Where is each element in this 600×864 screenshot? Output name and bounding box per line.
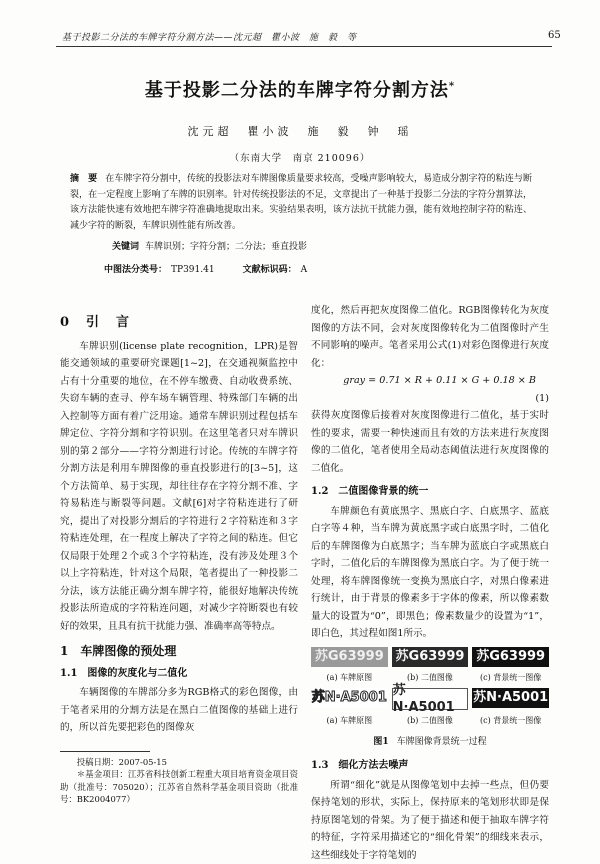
- author-list: 沈元超 瞿小波 施 毅 钟 瑶: [0, 123, 600, 139]
- clc-label: 中图法分类号：: [104, 265, 167, 275]
- paper-title-text: 基于投影二分法的车牌字符分割方法: [145, 80, 449, 101]
- section-1-heading: 1 车牌图像的预处理: [60, 643, 298, 661]
- figure-caption-c: (c) 背景统一图像: [472, 669, 549, 687]
- section-1-1-title: 图像的灰度化与二值化: [87, 668, 187, 679]
- abstract-label: 摘 要: [70, 174, 97, 184]
- figure-caption-b: (b) 二值图像: [392, 669, 469, 687]
- keywords-label: 关键词: [112, 242, 139, 252]
- figure-1-title-text: 车牌图像背景统一过程: [397, 737, 487, 747]
- classification: [104, 262, 307, 275]
- right-column: [311, 302, 549, 864]
- plate-binary-1: 苏G63999: [392, 647, 469, 667]
- section-0-heading: 0 引 言: [60, 314, 298, 332]
- doc-code-value: A: [301, 265, 308, 275]
- equation-1: gray = 0.71 × R + 0.11 × G + 0.18 × B: [311, 372, 549, 390]
- paper-title: [0, 76, 600, 102]
- footnote-received: 投稿日期：2007-05-15: [60, 756, 298, 769]
- clc-value: TP391.41: [171, 265, 215, 275]
- binarization-paragraph: 获得灰度图像后接着对灰度图像进行二值化，基于实时性的要求，需要一种快速而且有效的方法来进行灰度图像的二值化，笔者使用全局动态阈值法进行灰度图像的二值化。: [311, 407, 549, 477]
- section-1-3-heading: [311, 757, 549, 775]
- section-1-2-number: 1.2: [311, 486, 328, 497]
- section-1-1-heading: [60, 665, 298, 683]
- equation-1-number: (1): [311, 390, 549, 408]
- figure-1-label: 图1: [373, 737, 388, 747]
- keywords-text: 车牌识别；字符分割；二分法；垂直投影: [145, 242, 307, 252]
- plate-unified-2: 苏N·A5001: [472, 688, 549, 708]
- keywords: [112, 240, 532, 254]
- plate-original-1: 苏G63999: [311, 647, 388, 667]
- doc-code-label: 文献标识码：: [243, 265, 297, 275]
- section-1-1-number: 1.1: [60, 668, 77, 679]
- plate-original-2: 苏N·A5001: [311, 688, 388, 708]
- section-1-2-title: 二值图像背景的统一: [338, 486, 428, 497]
- section-1-1-paragraph: 车辆图像的车牌部分多为RGB格式的彩色图像，由于笔者采用的分割方法是在黑白二值图像的基础上进行的，所以首先要把彩色的图像灰: [60, 684, 298, 737]
- figure-caption-a: (a) 车牌原图: [311, 669, 388, 687]
- footnote-funding: ＊基金项目：江苏省科技创新工程重大项目培育资金项目资助（批准号：705020）；江苏省自然科学基金项目资助（批准号：BK2004077）: [60, 768, 298, 806]
- figure-1-title: [311, 734, 549, 752]
- running-title: 基于投影二分法的车牌字符分割方法——沈元超 瞿小波 施 毅 等: [62, 30, 357, 43]
- section-1-3-number: 1.3: [311, 760, 328, 771]
- figure-1: [311, 647, 549, 730]
- grayscale-paragraph: 度化，然后再把灰度图像二值化。RGB图像转化为灰度图像的方法不同，会对灰度图像转化为二值图像时产生不同影响的噪声。笔者采用公式(1)对彩色图像进行灰度化：: [311, 302, 549, 372]
- section-1-3-title: 细化方法去噪声: [338, 760, 408, 771]
- page-number: 65: [548, 30, 561, 41]
- section-1-2-heading: [311, 483, 549, 501]
- plate-unified-1: 苏G63999: [472, 647, 549, 667]
- header-rule: [56, 46, 552, 47]
- abstract: [70, 172, 532, 234]
- plate-binary-2: 苏N·A5001: [392, 688, 469, 710]
- footnote-rule: [60, 751, 150, 752]
- affiliation: （东南大学 南京 210096）: [0, 150, 600, 164]
- figure-caption-b2: (b) 二值图像: [392, 712, 469, 730]
- figure-caption-c2: (c) 背景统一图像: [472, 712, 549, 730]
- funding-mark: *: [449, 81, 455, 92]
- section-1-2-paragraph: 车牌颜色有黄底黑字、黑底白字、白底黑字、蓝底白字等４种，当车牌为黄底黑字或白底黑字时，二值化后的车牌图像为白底黑字；当车牌为蓝底白字或黑底白字时，二值化后的车牌图像为黑底白字。为了便于统一处理，将车牌图像统一变换为黑底白字，对黑白像素进行统计，由于背景的像素多于字体的像素，所以像素数量大的设置为“0”，即黑色；像素数量少的设置为“1”，即白色，其过程如图1所示。: [311, 503, 549, 643]
- abstract-text: 在车牌字符分割中，传统的投影法对车牌图像质量要求较高，受噪声影响较大，易造成分割字符的粘连与断裂，在一定程度上影响了车牌的识别率。针对传统投影法的不足，文章提出了一种基于投影二分法的字符分割算法，该方法能快速有效地把车牌字符准确地提取出来。实验结果表明，该方法抗干扰能力强，能有效地控制字符的粘连、减少字符的断裂，车牌识别性能有所改善。: [70, 174, 532, 231]
- intro-paragraph: 车牌识别(license plate recognition，LPR)是智能交通领域的重要研究课题[1~2]，在交通视频监控中占有十分重要的地位，在不停车缴费、自动收费系统、失窃车辆的查寻、停车场车辆管理、特殊部门车辆的出入控制等方面有着广泛用途。通常车牌识别过程包括车牌定位、字符分割和字符识别。在这里笔者只对车牌识别的第２部分——字符分割进行讨论。传统的车牌字符分割方法是利用车牌图像的垂直投影进行的[3~5]，这个方法简单、易于实现，却往往存在字符分割不准、字符易粘连与断裂等问题。文献[6]对字符粘连进行了研究，提出了对投影分割后的字符进行２字符粘连和３字符粘连处理，在一程度上解决了字符之间的粘连。但它仅局限于处理２个或３个字符粘连，没有涉及处理３个以上字符粘连，针对这个局限，笔者提出了一种投影二分法，该方法能正确分割车牌字符，能很好地解决传统投影法所造成的字符粘连问题，对减少字符断裂也有较好的效果，且具有抗干扰能力强、准确率高等特点。: [60, 338, 298, 636]
- figure-caption-a2: (a) 车牌原图: [311, 712, 388, 730]
- section-1-3-paragraph: 所谓“细化”就是从图像笔划中去掉一些点，但仍要保持笔划的形状，实际上，保持原来的笔划形状即是保持原图笔划的骨架。为了便于描述和便于抽取车牌字符的特征，字符采用描述它的“细化骨架”的细线来表示，这些细线处于字符笔划的: [311, 777, 549, 864]
- left-column: [60, 302, 298, 806]
